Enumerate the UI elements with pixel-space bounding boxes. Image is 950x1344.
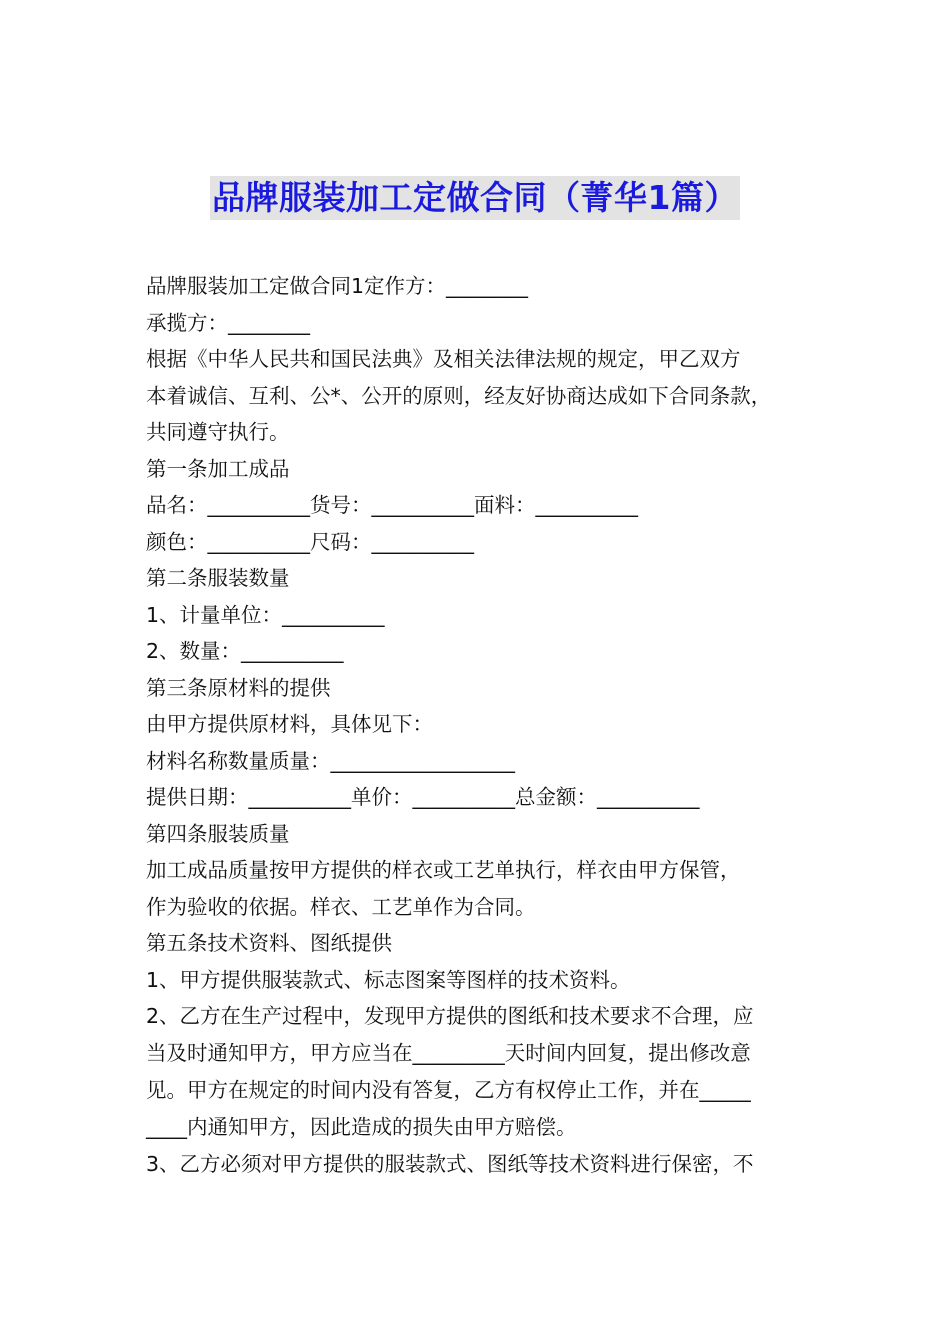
text-line: 品牌服装加工定做合同1定作方：________ [146,274,529,298]
text-line: 根据《中华人民共和国民法典》及相关法律法规的规定，甲乙双方 [146,347,741,371]
document-title: 品牌服装加工定做合同（菁华1篇） [210,176,740,220]
text-line: 颜色：__________尺码：__________ [146,529,474,554]
text-line: 本着诚信、互利、公*、公开的原则，经友好协商达成如下合同条款， [146,383,772,408]
section-heading: 第三条原材料的提供 [146,675,331,700]
document-body [146,268,810,1183]
text-line: 材料名称数量质量：__________________ [146,748,515,773]
text-line: 当及时通知甲方，甲方应当在_________天时间内回复，提出修改意 [146,1041,751,1065]
text-line: 承揽方：________ [146,310,310,335]
text-line: 1、计量单位：__________ [146,602,385,627]
section-heading: 第五条技术资料、图纸提供 [146,931,392,955]
text-line: 2、数量：__________ [146,639,344,663]
title-container [0,176,950,220]
section-heading: 第四条服装质量 [146,821,290,846]
text-line: 2、乙方在生产过程中，发现甲方提供的图纸和技术要求不合理，应 [146,1004,754,1028]
text-line: 见。甲方在规定的时间内没有答复，乙方有权停止工作，并在_____ [146,1078,751,1102]
paragraph-clause-2 [146,998,810,1183]
text-line: 提供日期：__________单价：__________总金额：__________ [146,785,700,809]
text-line: 作为验收的依据。样衣、工艺单作为合同。 [146,894,536,919]
text-line: 品名：__________货号：__________面料：__________ [146,493,638,517]
text-line: ____内通知甲方，因此造成的损失由甲方赔偿。 [146,1115,577,1139]
text-line: 共同遵守执行。 [146,420,290,444]
text-line: 3、乙方必须对甲方提供的服装款式、图纸等技术资料进行保密，不 [146,1152,754,1176]
text-line: 由甲方提供原材料，具体见下： [146,712,433,736]
section-heading: 第二条服装数量 [146,566,290,590]
section-heading: 第一条加工成品 [146,456,290,481]
text-line: 1、甲方提供服装款式、标志图案等图样的技术资料。 [146,967,631,992]
text-line: 加工成品质量按甲方提供的样衣或工艺单执行，样衣由甲方保管， [146,858,741,882]
